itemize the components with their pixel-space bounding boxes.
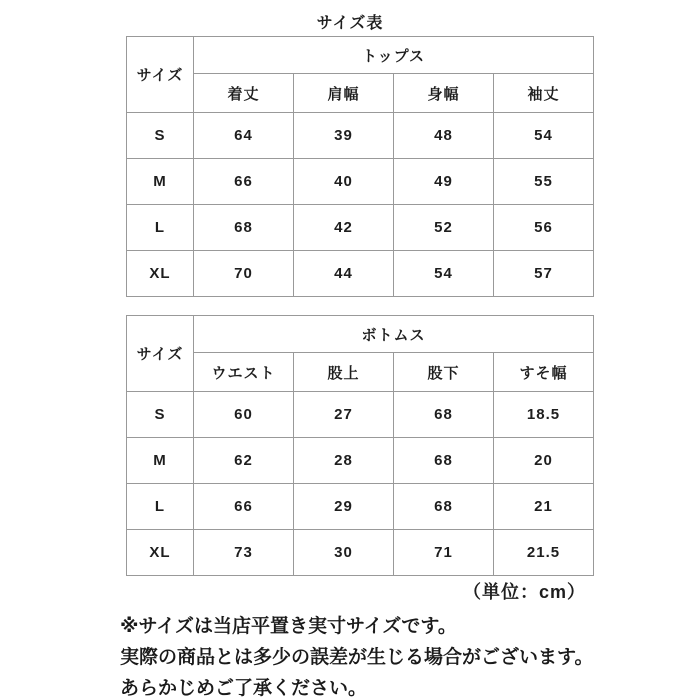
tops-col-header-width: 身幅 bbox=[394, 74, 494, 113]
table-row-tops-s bbox=[127, 113, 594, 159]
unit-note: （単位：cm） bbox=[462, 582, 586, 602]
bottoms-size-column-header: サイズ bbox=[127, 316, 194, 392]
bottoms-col-header-waist: ウエスト bbox=[194, 353, 294, 392]
measurement-value: 66 bbox=[194, 484, 294, 530]
measurement-value: 73 bbox=[194, 530, 294, 576]
measurement-value: 71 bbox=[394, 530, 494, 576]
tops-col-header-shoulder: 肩幅 bbox=[294, 74, 394, 113]
measurement-value: 40 bbox=[294, 159, 394, 205]
size-label: M bbox=[127, 438, 194, 484]
measurement-value: 60 bbox=[194, 392, 294, 438]
bottoms-header-row bbox=[127, 316, 594, 353]
measurement-value: 70 bbox=[194, 251, 294, 297]
measurement-value: 28 bbox=[294, 438, 394, 484]
footnote-line-3: あらかじめご了承ください。 bbox=[120, 678, 368, 699]
measurement-value: 27 bbox=[294, 392, 394, 438]
measurement-value: 39 bbox=[294, 113, 394, 159]
tops-col-header-sleeve: 袖丈 bbox=[494, 74, 594, 113]
size-label: XL bbox=[127, 530, 194, 576]
table-row-bottoms-s bbox=[127, 392, 594, 438]
table-row-tops-m bbox=[127, 159, 594, 205]
measurement-value: 68 bbox=[194, 205, 294, 251]
measurement-value: 55 bbox=[494, 159, 594, 205]
measurement-value: 29 bbox=[294, 484, 394, 530]
bottoms-measure-header-row bbox=[127, 353, 594, 392]
bottoms-size-table bbox=[126, 315, 594, 576]
tops-size-column-header: サイズ bbox=[127, 37, 194, 113]
measurement-value: 64 bbox=[194, 113, 294, 159]
size-label: L bbox=[127, 484, 194, 530]
page-title: サイズ表 bbox=[316, 15, 384, 32]
measurement-value: 21.5 bbox=[494, 530, 594, 576]
tops-measure-header-row bbox=[127, 74, 594, 113]
table-row-bottoms-m bbox=[127, 438, 594, 484]
measurement-value: 52 bbox=[394, 205, 494, 251]
bottoms-col-header-inseam: 股下 bbox=[394, 353, 494, 392]
measurement-value: 18.5 bbox=[494, 392, 594, 438]
table-row-tops-xl bbox=[127, 251, 594, 297]
tops-header-row bbox=[127, 37, 594, 74]
measurement-value: 54 bbox=[494, 113, 594, 159]
measurement-value: 54 bbox=[394, 251, 494, 297]
tops-group-header: トップス bbox=[194, 37, 594, 74]
footnote-line-2: 実際の商品とは多少の誤差が生じる場合がございます。 bbox=[120, 647, 594, 668]
measurement-value: 68 bbox=[394, 392, 494, 438]
measurement-value: 49 bbox=[394, 159, 494, 205]
measurement-value: 62 bbox=[194, 438, 294, 484]
measurement-value: 48 bbox=[394, 113, 494, 159]
size-label: S bbox=[127, 392, 194, 438]
measurement-value: 21 bbox=[494, 484, 594, 530]
bottoms-col-header-rise: 股上 bbox=[294, 353, 394, 392]
table-row-bottoms-l bbox=[127, 484, 594, 530]
tops-col-header-length: 着丈 bbox=[194, 74, 294, 113]
footnotes-block bbox=[120, 611, 680, 700]
bottoms-group-header: ボトムス bbox=[194, 316, 594, 353]
size-label: M bbox=[127, 159, 194, 205]
measurement-value: 56 bbox=[494, 205, 594, 251]
measurement-value: 20 bbox=[494, 438, 594, 484]
size-label: XL bbox=[127, 251, 194, 297]
measurement-value: 68 bbox=[394, 484, 494, 530]
measurement-value: 30 bbox=[294, 530, 394, 576]
size-label: S bbox=[127, 113, 194, 159]
bottoms-col-header-hem: すそ幅 bbox=[494, 353, 594, 392]
measurement-value: 66 bbox=[194, 159, 294, 205]
table-row-bottoms-xl bbox=[127, 530, 594, 576]
footnote-line-1: ※サイズは当店平置き実寸サイズです。 bbox=[120, 616, 457, 637]
measurement-value: 42 bbox=[294, 205, 394, 251]
measurement-value: 68 bbox=[394, 438, 494, 484]
measurement-value: 44 bbox=[294, 251, 394, 297]
table-row-tops-l bbox=[127, 205, 594, 251]
tops-size-table bbox=[126, 36, 594, 297]
size-label: L bbox=[127, 205, 194, 251]
measurement-value: 57 bbox=[494, 251, 594, 297]
